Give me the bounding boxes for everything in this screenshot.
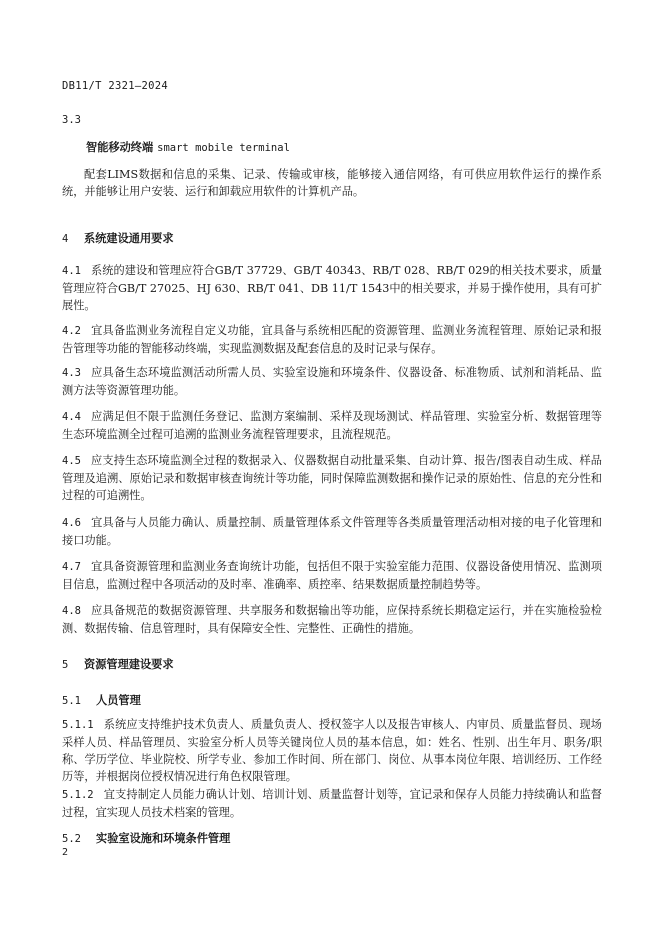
clause-4-8 (62, 602, 602, 637)
clause-4-2 (62, 322, 602, 357)
clause-number: 4.8 (62, 605, 81, 617)
subsection-title: 实验室设施和环境条件管理 (96, 832, 231, 845)
subsection-number: 5.1 (62, 695, 81, 707)
clause-number: 4.4 (62, 411, 81, 423)
clause-4-4 (62, 408, 602, 443)
clause-5-1-1 (62, 716, 602, 785)
clause-number: 4.1 (62, 265, 81, 277)
clause-text: 宜支持制定人员能力确认计划、培训计划、质量监督计划等，宜记录和保存人员能力持续确认和监督过程，宜实现人员技术档案的管理。 (62, 788, 602, 819)
section-number: 4 (62, 233, 69, 245)
clause-text: 应满足但不限于监测任务登记、监测方案编制、采样及现场测试、样品管理、实验室分析、数据管理等生态环境监测全过程可追溯的监测业务流程管理要求，且流程规范。 (62, 410, 602, 441)
clause-number: 4.7 (62, 561, 81, 573)
section-title: 系统建设通用要求 (84, 232, 174, 245)
term-definition: 配套LIMS数据和信息的采集、记录、传输或审核，能够接入通信网络，有可供应用软件运行的操作系统，并能够让用户安装、运行和卸载应用软件的计算机产品。 (62, 168, 602, 198)
page-number: 2 (62, 847, 69, 858)
clause-4-7 (62, 558, 602, 593)
clause-text: 宜具备与人员能力确认、质量控制、质量管理体系文件管理等各类质量管理活动相对接的电子化管理和接口功能。 (62, 516, 602, 547)
subsection-number: 5.2 (62, 833, 81, 845)
clause-number: 4.3 (62, 367, 81, 379)
section-5-heading (62, 656, 174, 672)
clause-text: 系统应支持维护技术负责人、质量负责人、授权签字人以及报告审核人、内审员、质量监督员、现场采样人员、样品管理员、实验室分析人员等关键岗位人员的基本信息，如：姓名、性别、出生年月、职务/职称、学历学位、毕业院校、所学专业、参加工作时间、所在部门、岗位、从事本岗位年限、培训经历、工作经历等，并根据岗位授权情况进行角色权限管理。 (62, 718, 602, 783)
subsection-title: 人员管理 (96, 694, 141, 707)
clause-number: 5.1.2 (62, 789, 94, 801)
clause-number: 4.2 (62, 325, 81, 337)
term-number: 3.3 (62, 114, 81, 126)
clause-4-1 (62, 262, 602, 314)
term-heading (86, 139, 290, 155)
section-title: 资源管理建设要求 (84, 658, 174, 671)
clause-text: 宜具备监测业务流程自定义功能，宜具备与系统相匹配的资源管理、监测业务流程管理、原始记录和报告管理等功能的智能移动终端，实现监测数据及配套信息的及时记录与保存。 (62, 324, 602, 355)
section-number: 5 (62, 659, 69, 671)
clause-text: 宜具备资源管理和监测业务查询统计功能，包括但不限于实验室能力范围、仪器设备使用情况、监测项目信息，监测过程中各项活动的及时率、准确率、质控率、结果数据质量控制趋势等。 (62, 560, 602, 591)
clause-4-3 (62, 364, 602, 399)
clause-text: 系统的建设和管理应符合GB/T 37729、GB/T 40343、RB/T 028、RB/T 029的相关技术要求，质量管理应符合GB/T 27025、HJ 630、RB/T 041、DB 11/T 1543中的相关要求，并易于操作使用，具有可扩展性。 (62, 264, 602, 312)
clause-text: 应支持生态环境监测全过程的数据录入、仪器数据自动批量采集、自动计算、报告/图表自动生成、样品管理及追溯、原始记录和数据审核查询统计等功能，同时保障监测数据和操作记录的原始性、信息的充分性和过程的可追溯性。 (62, 454, 602, 502)
clause-text: 应具备生态环境监测活动所需人员、实验室设施和环境条件、仪器设备、标准物质、试剂和消耗品、监测方法等资源管理功能。 (62, 366, 602, 397)
clause-number: 4.5 (62, 455, 81, 467)
clause-number: 5.1.1 (62, 719, 94, 731)
term-name-en: smart mobile terminal (157, 142, 290, 154)
section-4-heading (62, 230, 174, 246)
clause-4-6 (62, 514, 602, 549)
subsection-5-1-heading (62, 692, 141, 708)
clause-5-1-2 (62, 786, 602, 821)
standard-number: DB11/T 2321—2024 (62, 80, 168, 92)
clause-4-5 (62, 452, 602, 504)
clause-number: 4.6 (62, 517, 81, 529)
term-name-zh: 智能移动终端 (86, 141, 154, 154)
clause-text: 应具备规范的数据资源管理、共享服务和数据输出等功能，应保持系统长期稳定运行，并在实施检验检测、数据传输、信息管理时，具有保障安全性、完整性、正确性的措施。 (62, 604, 602, 635)
subsection-5-2-heading (62, 830, 230, 846)
